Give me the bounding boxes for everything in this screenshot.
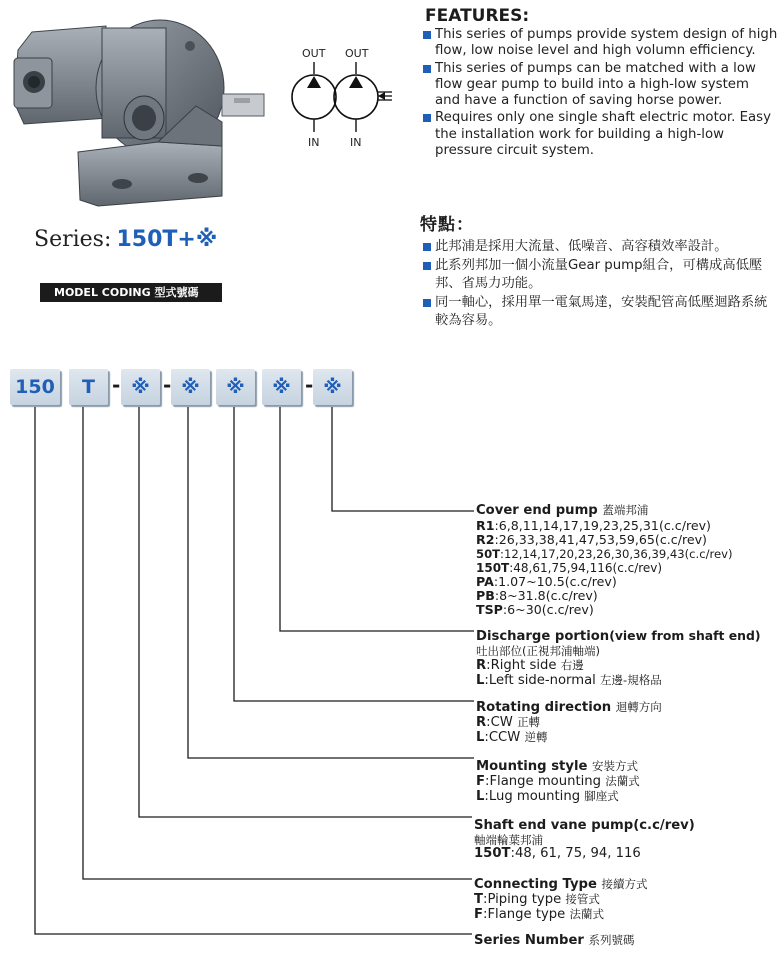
series-title-label: Series:	[34, 227, 112, 252]
code-box-rotation: ※	[216, 369, 255, 405]
legend-series-number: Series Number 系列號碼	[474, 933, 635, 948]
features-zh-list	[422, 238, 776, 331]
symbol-in-left: IN	[308, 136, 320, 149]
pump-photo	[8, 6, 270, 212]
legend-discharge-portion: Discharge portion(view from shaft end) 吐出部位(正視邦浦軸端) R:Right side 右邊 L:Left side-normal 左邊-規格品	[476, 628, 761, 688]
code-box-cover-pump: ※	[313, 369, 352, 405]
feature-item: This series of pumps can be matched with a low flow gear pump to build into a high-low system and have a function of saving horse power.	[422, 61, 778, 110]
bullet-icon	[423, 243, 431, 251]
bullet-icon	[423, 114, 431, 122]
code-dash: -	[305, 373, 314, 397]
feature-zh-item: 此邦浦是採用大流量、低噪音、高容積效率設計。	[422, 238, 776, 256]
features-heading: FEATURES:	[425, 6, 530, 26]
symbol-out-left: OUT	[302, 47, 326, 60]
symbol-out-right: OUT	[345, 47, 369, 60]
bullet-icon	[423, 262, 431, 270]
feature-item: This series of pumps provide system design of high flow, low noise level and high volumn efficiency.	[422, 27, 778, 60]
symbol-in-right: IN	[350, 136, 362, 149]
legend-connecting-type: Connecting Type 接續方式 T:Piping type 接管式 F:Flange type 法蘭式	[474, 877, 648, 922]
series-title-number: 150T+※	[116, 227, 218, 252]
code-box-mounting: ※	[171, 369, 210, 405]
code-box-series: 150	[10, 369, 60, 405]
series-title	[34, 227, 217, 252]
code-box-discharge: ※	[262, 369, 301, 405]
code-box-shaft-pump: ※	[121, 369, 160, 405]
bullet-icon	[423, 299, 431, 307]
code-box-connecting: T	[69, 369, 108, 405]
code-dash: -	[112, 373, 121, 397]
bullet-icon	[423, 31, 431, 39]
legend-shaft-end-vane-pump: Shaft end vane pump(c.c/rev) 軸端輪葉邦浦 150T:48, 61, 75, 94, 116	[474, 818, 695, 861]
legend-mounting-style: Mounting style 安裝方式 F:Flange mounting 法蘭式 L:Lug mounting 腳座式	[476, 759, 640, 804]
feature-zh-item: 同一軸心，採用單一電氣馬達，安裝配管高低壓迴路系統較為容易。	[422, 294, 776, 330]
features-zh-heading: 特點：	[420, 215, 474, 235]
double-pump-symbol	[284, 40, 404, 152]
legend-rotating-direction: Rotating direction 迴轉方向 R:CW 正轉 L:CCW 逆轉	[476, 700, 662, 745]
model-coding-bar: MODEL CODING 型式號碼	[40, 283, 222, 302]
feature-item: Requires only one single shaft electric motor. Easy the installation work for building a high-low pressure circuit system.	[422, 110, 778, 159]
features-list	[422, 27, 778, 160]
bullet-icon	[423, 65, 431, 73]
code-dash: -	[163, 373, 172, 397]
feature-zh-item: 此系列邦加一個小流量Gear pump組合，可構成高低壓邦、省馬力功能。	[422, 257, 776, 293]
legend-cover-end-pump: Cover end pump 蓋端邦浦 R1:6,8,11,14,17,19,23,25,31(c.c/rev) R2:26,33,38,41,47,53,59,65(c.c/rev) 50T:12,14,17,20,23,26,30,36,39,43(c.c/rev) 150T:48,61,75,94,116(c.c/rev) PA:1.07~10.5(c.c/rev) PB:8~31.8(c.c/rev) TSP:6~30(c.c/rev)	[476, 503, 733, 617]
